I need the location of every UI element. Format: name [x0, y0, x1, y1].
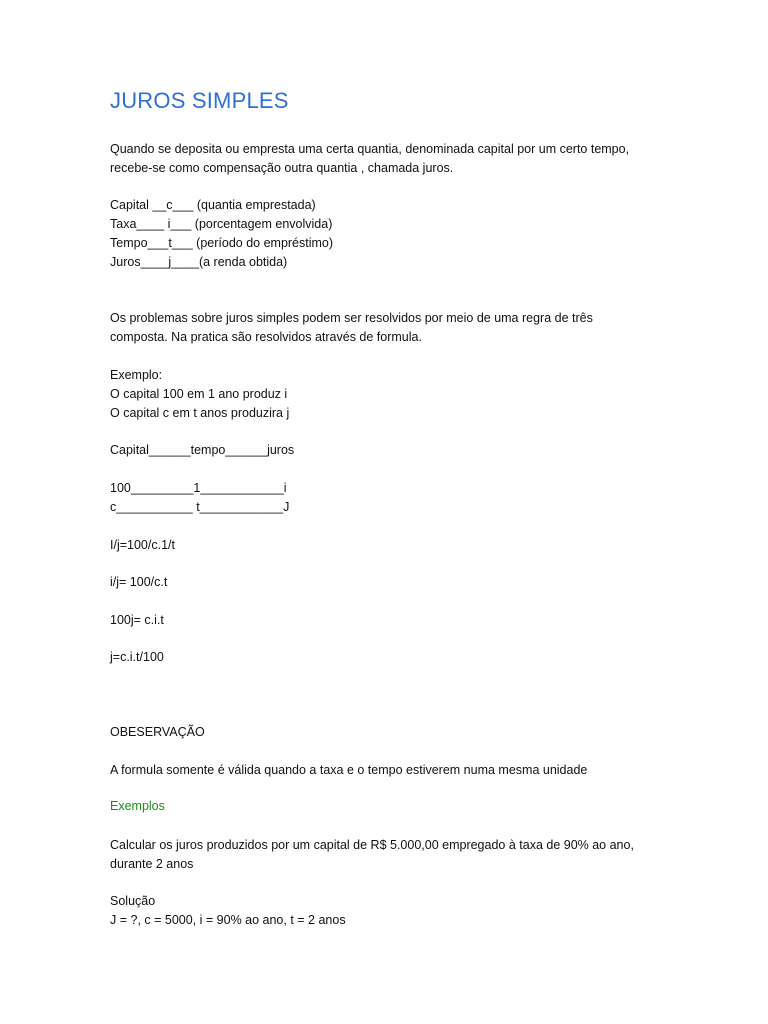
example-line-2: O capital c em t anos produzira j	[110, 406, 290, 420]
example-line-1: O capital 100 em 1 ano produz i	[110, 387, 288, 401]
problems-line-1: Os problemas sobre juros simples podem ser resolvidos por meio de uma regra de três	[110, 311, 593, 325]
definition-taxa: Taxa____ i___ (porcentagem envolvida)	[110, 217, 333, 231]
intro-line-1: Quando se deposita ou empresta uma certa quantia, denominada capital por um certo tempo,	[110, 142, 630, 156]
document-title: JUROS SIMPLES	[110, 88, 289, 113]
example-heading: Exemplo:	[110, 368, 163, 382]
solution-heading: Solução	[110, 894, 156, 908]
table-header: Capital______tempo______juros	[110, 443, 295, 457]
definition-capital: Capital __c___ (quantia emprestada)	[110, 198, 316, 212]
definition-tempo: Tempo___t___ (período do empréstimo)	[110, 236, 334, 250]
definition-juros: Juros____j____(a renda obtida)	[110, 255, 288, 269]
formula-1: I/j=100/c.1/t	[110, 538, 175, 552]
problems-line-2: composta. Na pratica são resolvidos através de formula.	[110, 330, 422, 344]
formula-3: 100j= c.i.t	[110, 613, 164, 627]
document-page	[110, 0, 710, 1024]
observation-heading: OBESERVAÇÃO	[110, 725, 205, 739]
intro-line-2: recebe-se como compensação outra quantia , chamada juros.	[110, 161, 454, 175]
observation-text: A formula somente é válida quando a taxa e o tempo estiverem numa mesma unidade	[110, 763, 588, 777]
examples-heading: Exemplos	[110, 799, 165, 813]
table-row-2: c___________ t____________J	[110, 500, 290, 514]
exercise-line-2: durante 2 anos	[110, 857, 194, 871]
table-row-1: 100_________1____________i	[110, 481, 287, 495]
solution-line: J = ?, c = 5000, i = 90% ao ano, t = 2 anos	[110, 913, 346, 927]
exercise-line-1: Calcular os juros produzidos por um capital de R$ 5.000,00 empregado à taxa de 90% ao ano,	[110, 838, 634, 852]
formula-4: j=c.i.t/100	[110, 650, 164, 664]
formula-2: i/j= 100/c.t	[110, 575, 168, 589]
